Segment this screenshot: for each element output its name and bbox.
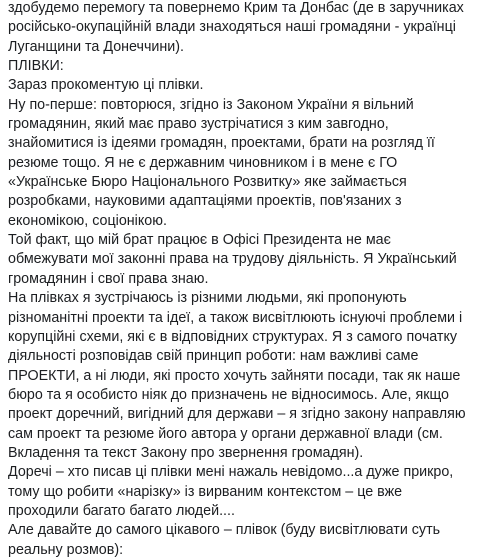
post-line: резюме тощо. Я не є державним чиновником і в мене є ГО bbox=[8, 154, 398, 171]
post-line: На плівках я зустрічаюсь із різними людьми, які пропонують bbox=[8, 290, 407, 307]
post-line: здобудемо перемогу та повернемо Крим та Донбас (де в заручниках bbox=[8, 0, 464, 16]
post-line: корупційні схеми, які є в відповідних структурах. Я з самого початку bbox=[8, 328, 458, 345]
post-line: громадянин і свої права знаю. bbox=[8, 270, 209, 287]
post-line: економікою, соціонікою. bbox=[8, 212, 167, 229]
post-line: діяльності розповідав свій принцип роботи: нам важливі саме bbox=[8, 348, 419, 365]
post-line: обмежувати мої законні права на трудову діяльність. Я Український bbox=[8, 251, 457, 268]
post-line: реальну розмов): bbox=[8, 541, 124, 558]
post-line: розробками, науковими адаптаціями проектів, пов'язаних з bbox=[8, 193, 402, 210]
post-line: ПРОЕКТИ, а ні люди, які просто хочуть зайняти посади, так як наше bbox=[8, 367, 461, 384]
post-line: Луганщини та Донеччини). bbox=[8, 38, 185, 55]
post-line: проект доречний, вигідний для держави – я згідно закону направляю bbox=[8, 406, 466, 423]
post-line: «Українське Бюро Національного Розвитку» яке займається bbox=[8, 174, 407, 191]
post-line: сам проект та резюме його автора у органи державної влади (см. bbox=[8, 425, 443, 442]
post-line: Ну по-перше: повторюся, згідно із Законом України я вільний bbox=[8, 96, 414, 113]
post-line: Доречі – хто писав ці плівки мені нажаль невідомо...а дуже прикро, bbox=[8, 464, 454, 481]
post-line: громадянин, який має право зустрічатися з ким завгодно, bbox=[8, 116, 389, 133]
post-text bbox=[8, 0, 492, 560]
post-line: ПЛІВКИ: bbox=[8, 58, 64, 75]
post-line: російсько-окупаційній влади знаходяться наші громадяни - українці bbox=[8, 19, 456, 36]
post-line: різноманітні проекти та ідеї, а також висвітлюють існуючі проблеми і bbox=[8, 309, 463, 326]
post-line: проходили багато багато людей.... bbox=[8, 502, 235, 519]
post-line: знайомитися із ідеями громадян, проектами, брати на розгляд її bbox=[8, 135, 435, 152]
post-line: Але давайте до самого цікавого – плівок (буду висвітлювати суть bbox=[8, 522, 441, 539]
post-line: Той факт, що мій брат працює в Офісі Президента не має bbox=[8, 232, 391, 249]
post-line: Зараз прокоментую ці плівки. bbox=[8, 77, 204, 94]
post-line: тому що робити «нарізку» із вирваним контекстом – це вже bbox=[8, 483, 403, 500]
post-line: Вкладення та текст Закону про звернення громадян). bbox=[8, 444, 364, 461]
post-line: бюро та я особисто ніяк до призначень не відносимось. Але, якщо bbox=[8, 386, 450, 403]
